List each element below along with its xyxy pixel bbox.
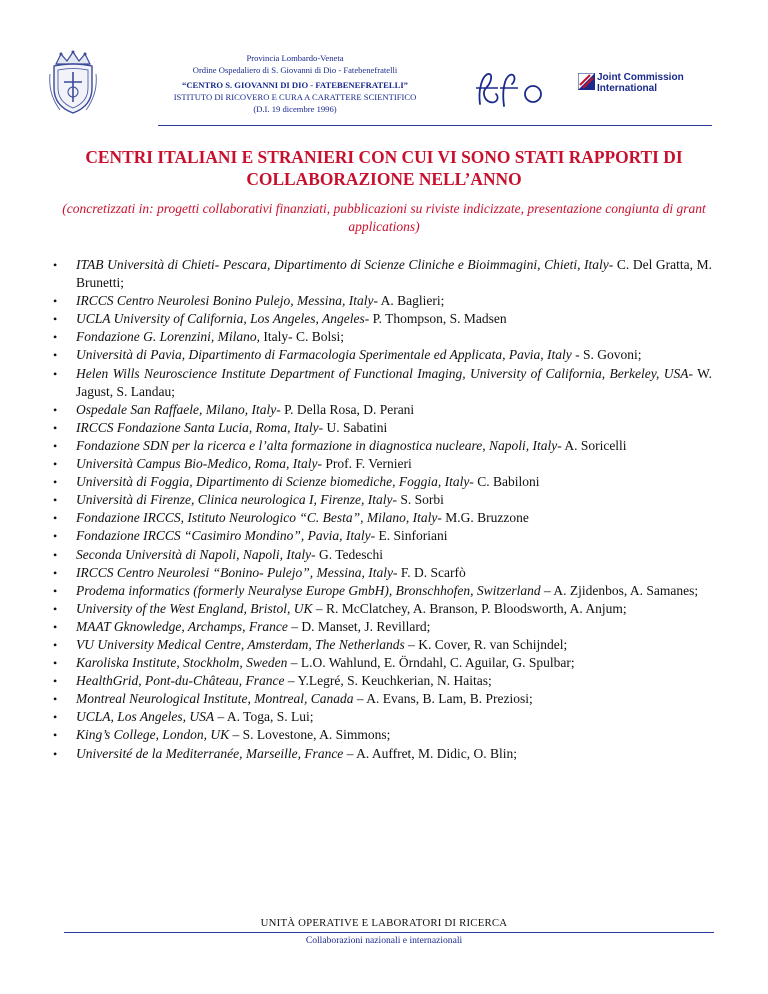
list-item	[76, 726, 712, 744]
fbf-logo-text: fbf	[512, 109, 514, 110]
institution-line-2: Ordine Ospedaliero di S. Giovanni di Dio - Fatebenefratelli	[192, 65, 398, 75]
institution-name: Fondazione IRCCS, Istituto Neurologico “C. Besta”, Milano, Italy-	[76, 510, 442, 526]
institution-line-5: (D.I. 19 dicembre 1996)	[253, 104, 337, 114]
list-item	[76, 473, 712, 491]
institution-name: ITAB Università di Chieti- Pescara, Dipartimento di Scienze Cliniche e Bioimmagini, Chieti, Italy-	[76, 257, 614, 272]
collaborator-names: – D. Manset, J. Revillard;	[287, 618, 431, 634]
footer-title: UNITÀ OPERATIVE E LABORATORI DI RICERCA	[260, 917, 508, 929]
list-item	[76, 745, 712, 763]
jci-logo	[578, 70, 688, 110]
list-item	[76, 437, 712, 455]
list-item	[76, 654, 712, 672]
institution-name: IRCCS Centro Neurolesi “Bonino- Pulejo”, Messina, Italy-	[76, 564, 398, 580]
collaborator-names: P. Thompson, S. Madsen	[369, 311, 507, 327]
institution-name: IRCCS Fondazione Santa Lucia, Roma, Italy-	[76, 419, 324, 435]
collaborator-names: – K. Cover, R. van Schijndel;	[404, 636, 568, 652]
jci-line-1: Joint Commission	[597, 72, 684, 83]
collaborator-names: – S. Lovestone, A. Simmons;	[229, 727, 391, 743]
collaborator-names: W. Jagust, S. Landau;	[76, 365, 712, 399]
list-item	[76, 401, 712, 419]
institution-name: King’s College, London, UK	[76, 727, 230, 743]
institution-name: Karoliska Institute, Stockholm, Sweden	[76, 655, 288, 671]
institution-name: Fondazione G. Lorenzini, Milano,	[76, 329, 260, 345]
list-item	[76, 618, 712, 636]
institution-name: Università Campus Bio-Medico, Roma, Italy-	[76, 456, 322, 472]
list-item	[76, 672, 712, 690]
collaborator-names: C. Del Gratta, M. Brunetti;	[76, 257, 712, 291]
institution-name: Prodema informatics (formerly Neuralyse Europe GmbH), Bronschhofen, Switzerland	[76, 582, 541, 598]
collaborator-names: G. Tedeschi	[315, 546, 384, 562]
collaborator-names: – Y.Legré, S. Keuchkerian, N. Haitas;	[284, 673, 492, 689]
list-item	[76, 708, 712, 726]
collaborator-names: – A. Auffret, M. Didic, O. Blin;	[343, 745, 518, 761]
institution-block	[140, 52, 450, 115]
institution-name: UCLA, Los Angeles, USA	[76, 709, 215, 725]
collaborator-names: C. Babiloni	[473, 474, 540, 490]
footer-subtitle: Collaborazioni nazionali e internazionali	[305, 935, 463, 946]
institution-name: Montreal Neurological Institute, Montreal, Canada	[76, 691, 354, 707]
collaborator-names: Italy- C. Bolsi;	[260, 329, 344, 345]
institution-name: Ospedale San Raffaele, Milano, Italy-	[76, 401, 281, 417]
list-item	[76, 491, 712, 509]
collaborator-names: E. Sinforiani	[375, 528, 448, 544]
collaborator-names: – R. McClatchey, A. Branson, P. Bloodsworth, A. Anjum;	[312, 600, 627, 616]
institution-line-1: Provincia Lombardo-Veneta	[246, 53, 344, 63]
collaborator-names: S. Sorbi	[396, 492, 444, 508]
list-item	[76, 509, 712, 527]
list-item	[76, 546, 712, 564]
institution-line-4: ISTITUTO DI RICOVERO E CURA A CARATTERE SCIENTIFICO	[173, 92, 417, 102]
letterhead	[0, 0, 768, 128]
list-item	[76, 564, 712, 582]
collaborator-names: A. Soricelli	[561, 437, 627, 453]
list-item	[76, 690, 712, 708]
institution-name: Università di Pavia, Dipartimento di Farmacologia Sperimentale ed Applicata, Pavia, Italy	[76, 347, 572, 363]
list-item	[76, 527, 712, 545]
institution-name: VU University Medical Centre, Amsterdam, The Netherlands	[76, 636, 405, 652]
collaborator-names: F. D. Scarfò	[397, 564, 466, 580]
institution-name: Fondazione SDN per la ricerca e l’alta formazione in diagnostica nucleare, Napoli, Italy-	[76, 437, 562, 453]
institution-name: Università di Foggia, Dipartimento di Scienze biomediche, Foggia, Italy-	[76, 474, 474, 490]
list-item	[76, 310, 712, 328]
collaborator-names: – L.O. Wahlund, E. Örndahl, C. Aguilar, G. Spulbar;	[287, 655, 575, 671]
list-item	[76, 328, 712, 346]
list-item	[76, 365, 712, 401]
collaborator-names: A. Baglieri;	[377, 293, 445, 309]
list-item	[76, 419, 712, 437]
list-item	[76, 455, 712, 473]
collaborator-names: P. Della Rosa, D. Perani	[280, 401, 415, 417]
list-item	[76, 292, 712, 310]
collaborator-names: – A. Toga, S. Lui;	[214, 709, 314, 725]
institution-name: IRCCS Centro Neurolesi Bonino Pulejo, Messina, Italy-	[76, 293, 378, 309]
collaborator-names: – A. Zjidenbos, A. Samanes;	[540, 582, 699, 598]
institution-line-3: “CENTRO S. GIOVANNI DI DIO - FATEBENEFRATELLI”	[182, 80, 408, 90]
page-subtitle: (concretizzati in: progetti collaborativi finanziati, pubblicazioni su riviste indicizzate, presentazione congiunta di grant applications)	[62, 201, 706, 234]
fbf-logo-icon	[474, 70, 550, 110]
crest-logo-icon	[48, 50, 98, 116]
list-item	[76, 346, 712, 364]
institution-name: Seconda Università di Napoli, Napoli, Italy-	[76, 546, 316, 562]
collaborator-names: Prof. F. Vernieri	[321, 456, 412, 472]
footer-divider	[64, 932, 714, 933]
institution-name: Università di Firenze, Clinica neurologica I, Firenze, Italy-	[76, 492, 397, 508]
collaborator-names: U. Sabatini	[323, 419, 388, 435]
collaboration-list	[0, 256, 712, 763]
institution-name: UCLA University of California, Los Angeles, Angeles-	[76, 311, 370, 327]
jci-line-2: International	[597, 83, 658, 94]
list-item	[76, 256, 712, 292]
page-title: CENTRI ITALIANI E STRANIERI CON CUI VI SONO STATI RAPPORTI DI COLLABORAZIONE NELL’ANNO	[85, 147, 683, 189]
institution-name: Helen Wills Neuroscience Institute Department of Functional Imaging, University of California, Berkeley, USA-	[76, 365, 693, 381]
collaborator-names: – A. Evans, B. Lam, B. Preziosi;	[353, 691, 533, 707]
list-item	[76, 600, 712, 618]
institution-name: University of the West England, Bristol, UK	[76, 600, 313, 616]
list-item	[76, 582, 712, 600]
institution-name: HealthGrid, Pont-du-Château, France	[76, 673, 285, 689]
institution-name: MAAT Gknowledge, Archamps, France	[76, 618, 288, 634]
header-divider	[158, 125, 712, 126]
collaborator-names: M.G. Bruzzone	[441, 510, 529, 526]
institution-name: Fondazione IRCCS “Casimiro Mondino”, Pavia, Italy-	[76, 528, 376, 544]
institution-name: Université de la Mediterranée, Marseille, France	[76, 745, 344, 761]
list-item	[76, 636, 712, 654]
jci-mark-icon	[578, 73, 595, 90]
collaborator-names: - S. Govoni;	[571, 347, 642, 363]
